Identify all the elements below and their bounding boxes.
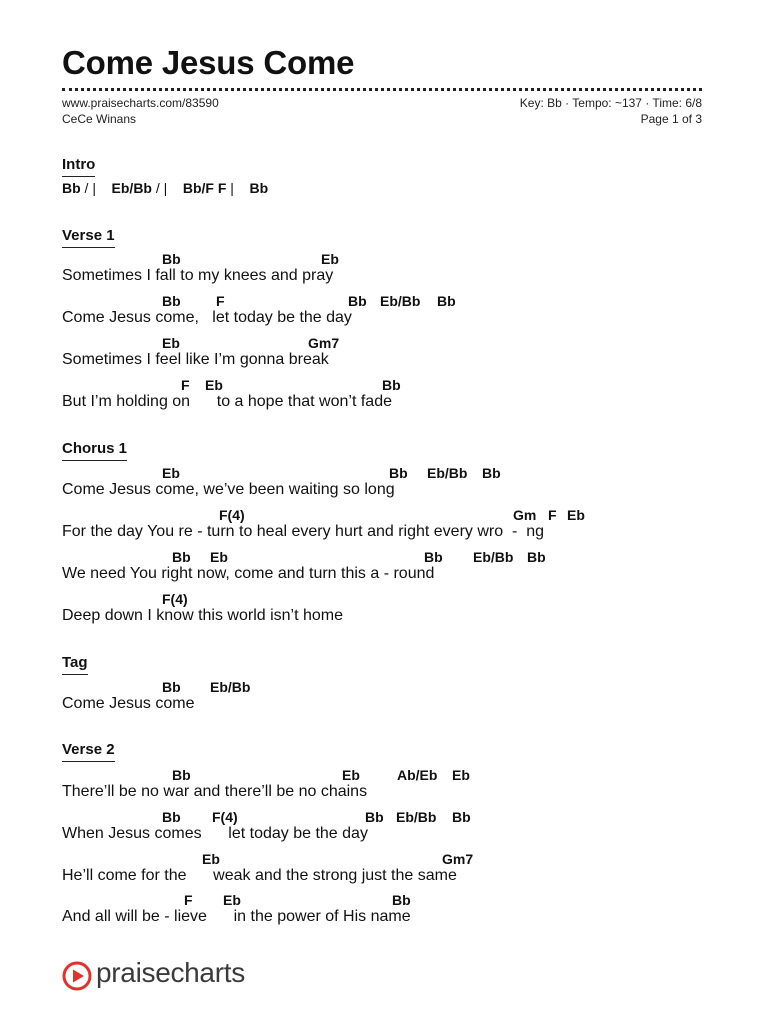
chord: F(4) (162, 591, 188, 607)
lyric-text: When Jesus comes let today be the day (62, 825, 368, 842)
logo-wordmark: praisecharts (96, 957, 245, 988)
lyric-text: Come Jesus come, let today be the day (62, 309, 352, 326)
chord: Gm7 (442, 851, 474, 867)
chord: Bb (452, 809, 471, 825)
chord-lyric-line (62, 293, 742, 335)
chord: Bb (424, 549, 443, 565)
lyric-text: There’ll be no war and there’ll be no chains (62, 783, 368, 800)
chord: F (216, 293, 225, 309)
chord: Bb (172, 549, 191, 565)
chord: Bb (162, 679, 181, 695)
lyric-text: Sometimes I feel like I’m gonna break (62, 351, 329, 368)
page-number: Page 1 of 3 (640, 112, 702, 126)
lyric-text: Come Jesus come, we’ve been waiting so long (62, 481, 395, 498)
chord-lyric-line (62, 549, 742, 591)
chord: F (181, 377, 190, 393)
lyric-text: For the day You re - turn to heal every hurt and right every wro - ng (62, 523, 545, 540)
chord: Bb (389, 465, 408, 481)
chord-lyric-line (62, 465, 742, 507)
chord: F(4) (212, 809, 238, 825)
lyric-text: But I’m holding on to a hope that won’t fade (62, 393, 392, 410)
chord: Eb/Bb (380, 293, 421, 309)
lyric-text: We need You right now, come and turn this a - round (62, 565, 435, 582)
source-url[interactable]: www.praisecharts.com/83590 (62, 96, 219, 110)
chord: Eb/Bb (210, 679, 251, 695)
chord: Eb (210, 549, 228, 565)
chord-lyric-line (62, 507, 742, 549)
chord: F(4) (219, 507, 245, 523)
song-title: Come Jesus Come (62, 44, 355, 81)
chord: Eb (321, 251, 339, 267)
praisecharts-logo[interactable] (62, 958, 262, 994)
chord: Bb (348, 293, 367, 309)
chord-lyric-line (62, 851, 742, 893)
chord: Eb (202, 851, 220, 867)
chord-lyric-line (62, 767, 742, 809)
chord: Bb (365, 809, 384, 825)
lyric-text: And all will be - lieve in the power of His name (62, 908, 411, 925)
chord: Eb (567, 507, 585, 523)
section-heading-verse-2: Verse 2 (62, 741, 115, 762)
chord-lyric-line (62, 679, 742, 721)
artist-name: CeCe Winans (62, 112, 137, 126)
chord: Gm (513, 507, 537, 523)
chord: Bb (382, 377, 401, 393)
lyric-text: Come Jesus come (62, 695, 195, 712)
intro-chord: Eb/Bb (111, 180, 152, 196)
intro-chord: Bb/F F (182, 180, 227, 196)
bar-separator: | (226, 180, 238, 196)
chord: Bb (172, 767, 191, 783)
bar-separator: / | (152, 180, 172, 196)
lyric-text: Sometimes I fall to my knees and pray (62, 267, 334, 284)
chord: Eb (162, 465, 180, 481)
section-heading-tag: Tag (62, 654, 88, 675)
intro-chord: Bb (249, 180, 269, 196)
chord-lyric-line (62, 335, 742, 377)
lyric-text: Deep down I know this world isn’t home (62, 607, 344, 624)
chord-lyric-line (62, 809, 742, 851)
chord: Eb/Bb (427, 465, 468, 481)
chord-lyric-line (62, 591, 742, 633)
intro-chord-line (62, 180, 268, 196)
key-tempo-time: Key: Bb · Tempo: ~137 · Time: 6/8 (519, 96, 702, 110)
chord: Eb/Bb (396, 809, 437, 825)
chord: Bb (437, 293, 456, 309)
chord: Bb (162, 293, 181, 309)
chord: F (548, 507, 557, 523)
chord-lyric-line (62, 892, 742, 934)
chord: Ab/Eb (397, 767, 438, 783)
chord-lyric-line (62, 251, 742, 293)
intro-chord: Bb (62, 180, 81, 196)
chord: Eb (452, 767, 470, 783)
section-heading-intro: Intro (62, 156, 95, 177)
chord: Bb (527, 549, 546, 565)
chord: Eb (162, 335, 180, 351)
chord: Eb/Bb (473, 549, 514, 565)
bar-separator: / | (80, 180, 100, 196)
chord: Eb (342, 767, 360, 783)
chord-lyric-line (62, 377, 742, 419)
chord: F (184, 892, 193, 908)
section-heading-chorus-1: Chorus 1 (62, 440, 127, 461)
chord: Eb (205, 377, 223, 393)
section-heading-verse-1: Verse 1 (62, 227, 115, 248)
play-circle-icon (62, 961, 92, 991)
chord: Gm7 (308, 335, 340, 351)
chord: Eb (223, 892, 241, 908)
chord: Bb (162, 251, 181, 267)
chord: Bb (162, 809, 181, 825)
chord: Bb (482, 465, 501, 481)
lyric-text: He’ll come for the weak and the strong just the same (62, 867, 457, 884)
chord: Bb (392, 892, 411, 908)
title-divider (62, 88, 702, 91)
